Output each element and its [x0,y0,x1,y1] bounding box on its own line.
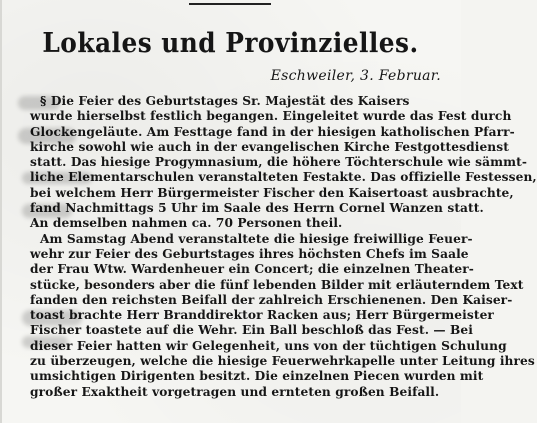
ink-smudge [18,96,60,110]
article-body [30,94,537,400]
article-line: wehr zur Feier des Geburtstages ihres höchsten Chefs im Saale [30,246,469,261]
page-edge [0,0,2,423]
top-rule [189,3,271,5]
ink-smudge [18,128,76,144]
ink-smudge [22,336,68,348]
article-line: der Frau Wtw. Wardenheuer ein Concert; die einzelnen Theater- [30,262,474,277]
article-line: Am Samstag Abend veranstaltete die hiesige freiwillige Feuer- [40,231,473,246]
article-line: wurde hierselbst festlich begangen. Eingeleitet wurde das Fest durch [30,109,512,124]
ink-smudge [22,172,92,184]
article-headline: Lokales und Provinzielles. [42,28,419,59]
ink-smudge [22,204,72,218]
article-line: An demselben nahmen ca. 70 Personen theil. [30,216,343,231]
article-line: dieser Feier hatten wir Gelegenheit, uns von der tüchtigen Schulung [30,338,507,353]
article-line: kirche sowohl wie auch in der evangelischen Kirche Festgottesdienst [30,139,509,154]
article-line: großer Exaktheit vorgetragen und ernteten großen Beifall. [30,384,440,399]
article-line: stücke, besonders aber die fünf lebenden Bilder mit erläuterndem Text [30,277,524,292]
article-line: Fischer toastete auf die Wehr. Ein Ball beschloß das Fest. — Bei [30,323,474,338]
article-line: fand Nachmittags 5 Uhr im Saale des Herrn Cornel Wanzen statt. [30,201,484,216]
article-line: Glockengeläute. Am Festtage fand in der hiesigen katholischen Pfarr- [30,124,515,139]
article-line: statt. Das hiesige Progymnasium, die höhere Töchterschule wie sämmt- [30,155,527,170]
article-line: bei welchem Herr Bürgermeister Fischer den Kaisertoast ausbrachte, [30,185,514,200]
article-line: § Die Feier des Geburtstages Sr. Majestät des Kaisers [40,94,410,108]
article-line: toast brachte Herr Branddirektor Racken aus; Herr Bürgermeister [30,308,494,323]
ink-smudge [22,310,82,326]
article-line: umsichtigen Dirigenten besitzt. Die einzelnen Piecen wurden mit [30,369,484,384]
article-line: fanden den reichsten Beifall der zahlreich Erschienenen. Den Kaiser- [30,292,513,307]
article-dateline: Eschweiler, 3. Februar. [270,68,441,84]
article-line: liche Elementarschulen veranstalteten Festakte. Das offizielle Festessen, [30,170,537,185]
article-line: zu überzeugen, welche die hiesige Feuerwehrkapelle unter Leitung ihres [30,354,535,369]
